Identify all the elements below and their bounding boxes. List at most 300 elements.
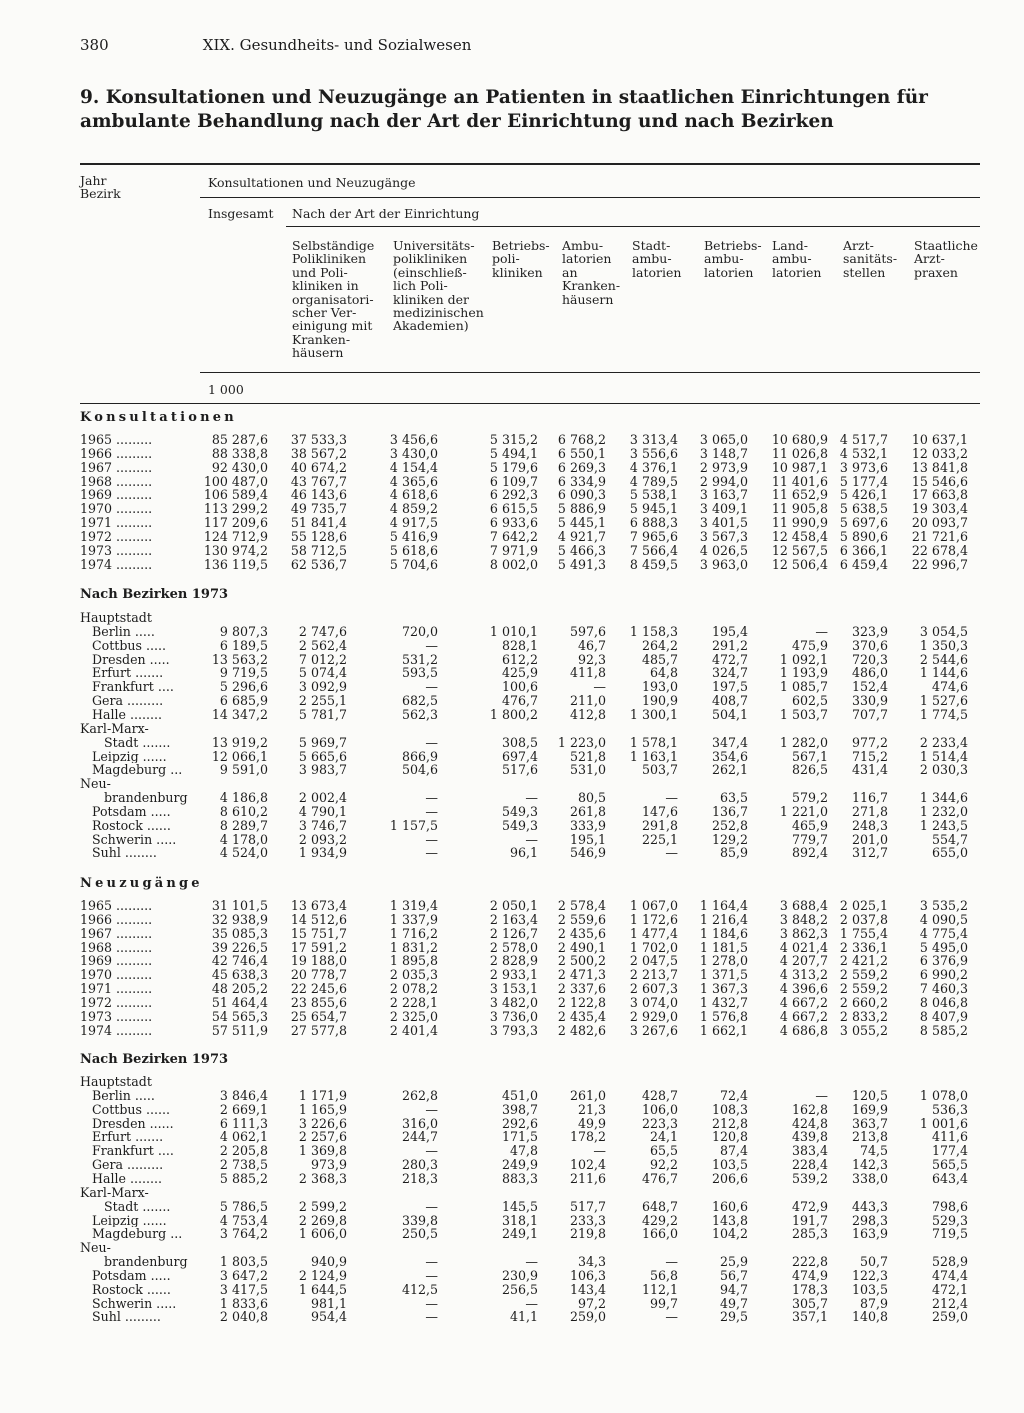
cell-value: 828,1 [501, 637, 538, 653]
cell-value: 531,0 [569, 762, 606, 778]
cell-value: 17 591,2 [290, 939, 347, 955]
cell-value: 9 719,5 [219, 665, 268, 681]
section-title-konsultationen: Konsultationen [80, 410, 237, 425]
cell-value: — [425, 637, 438, 653]
header-bottom-rule [200, 372, 980, 373]
cell-value: 74,5 [859, 1143, 888, 1159]
cell-value: 1 803,5 [219, 1254, 268, 1270]
cell-value: 6 615,5 [489, 501, 538, 517]
table-row [0, 954, 1024, 968]
cell-value: 40 674,2 [290, 459, 347, 475]
cell-value: 476,7 [641, 1170, 678, 1186]
cell-value: 57 511,9 [211, 1022, 268, 1038]
cell-value: 308,5 [501, 734, 538, 750]
cell-value: 323,9 [851, 623, 888, 639]
row-label: Berlin ..... [92, 624, 155, 639]
cell-value: 504,6 [401, 762, 438, 778]
cell-value: 2 747,6 [298, 623, 347, 639]
cell-value: 6 990,2 [919, 967, 968, 983]
cell-value: 5 638,5 [839, 501, 888, 517]
table-row [0, 1172, 1024, 1186]
cell-value: 50,7 [859, 1254, 888, 1270]
cell-value: 475,9 [791, 637, 828, 653]
cell-value: 1 067,0 [629, 898, 678, 913]
cell-value: 1 078,0 [919, 1087, 968, 1103]
cell-value: 177,4 [931, 1143, 968, 1159]
cell-value: 1 371,5 [699, 967, 748, 983]
cell-value: 5 179,6 [489, 459, 538, 475]
cell-value: 347,4 [711, 734, 748, 750]
cell-value: 3 055,2 [839, 1022, 888, 1038]
row-label: Cottbus ...... [92, 1102, 170, 1117]
cell-value: 3 153,1 [489, 981, 538, 997]
cell-value: 46,7 [577, 637, 606, 653]
cell-value: 333,9 [569, 817, 606, 833]
cell-value: 11 905,8 [771, 501, 828, 517]
cell-value: 219,8 [569, 1226, 606, 1242]
cell-value: 8 002,0 [489, 556, 538, 572]
cell-value: 2 599,2 [298, 1198, 347, 1214]
col-header-universitaet: Universitäts- polikliniken (einschließ- lich Poli- kliniken der medizinischen Akademien) [393, 238, 484, 334]
cell-value: 45 638,3 [211, 967, 268, 983]
cell-value: 106,3 [569, 1267, 606, 1283]
cell-value: 8 459,5 [629, 556, 678, 572]
cell-value: 264,2 [641, 637, 678, 653]
cell-value: 531,2 [401, 651, 438, 667]
row-label: Halle ........ [92, 707, 163, 722]
cell-value: 465,9 [791, 817, 828, 833]
table-row [0, 1297, 1024, 1311]
cell-value: 7 642,2 [489, 528, 538, 544]
cell-value: 1 606,0 [298, 1226, 347, 1242]
row-label: 1969 ......... [80, 954, 153, 969]
cell-value: 292,6 [501, 1115, 538, 1131]
table-row [0, 1130, 1024, 1144]
cell-value: 3 736,0 [489, 1008, 538, 1024]
group-rule [200, 197, 980, 198]
cell-value: 27 577,8 [290, 1022, 347, 1038]
cell-value: 5 466,3 [557, 542, 606, 558]
cell-value: 13 563,2 [211, 651, 268, 667]
cell-value: 225,1 [641, 831, 678, 847]
cell-value: 3 401,5 [699, 515, 748, 531]
cell-value: 2 078,2 [389, 981, 438, 997]
cell-value: 147,6 [641, 803, 678, 819]
cell-value: 4 186,8 [219, 790, 268, 806]
cell-value: 1 644,5 [298, 1281, 347, 1297]
cell-value: 5 416,9 [389, 528, 438, 544]
cell-value: 7 566,4 [629, 542, 678, 558]
row-label: Karl-Marx- [80, 721, 149, 736]
cell-value: 5 074,4 [298, 665, 347, 681]
cell-value: 10 680,9 [771, 432, 828, 447]
cell-value: 3 963,0 [699, 556, 748, 572]
cell-value: 1 184,6 [699, 925, 748, 941]
col-header-arztpraxen: Staatliche Arzt- praxen [914, 238, 978, 280]
cell-value: 5 886,9 [557, 501, 606, 517]
cell-value: 47,8 [509, 1143, 538, 1159]
cell-value: 451,0 [501, 1087, 538, 1103]
cell-value: 92,3 [577, 651, 606, 667]
row-label: Erfurt ....... [92, 666, 164, 681]
cell-value: 6 189,5 [219, 637, 268, 653]
cell-value: 312,7 [851, 845, 888, 861]
cell-value: — [815, 1087, 828, 1103]
table-row [0, 846, 1024, 860]
cell-value: 3 862,3 [779, 925, 828, 941]
cell-value: 85,9 [719, 845, 748, 861]
cell-value: 398,7 [501, 1101, 538, 1117]
cell-value: 291,2 [711, 637, 748, 653]
cell-value: 3 983,7 [298, 762, 347, 778]
cell-value: 130 974,2 [203, 542, 268, 558]
cell-value: 72,4 [719, 1087, 748, 1103]
cell-value: 122,3 [851, 1267, 888, 1283]
cell-value: 565,5 [931, 1157, 968, 1173]
row-label: 1972 ......... [80, 995, 153, 1010]
cell-value: 15 546,6 [911, 473, 968, 489]
cell-value: 474,6 [931, 679, 968, 695]
cell-value: 3 688,4 [779, 898, 828, 913]
cell-value: 56,7 [719, 1267, 748, 1283]
cell-value: 4 667,2 [779, 994, 828, 1010]
cell-value: 1 833,6 [219, 1295, 268, 1311]
cell-value: 2 421,2 [839, 953, 888, 969]
top-rule [80, 163, 980, 165]
row-label: Magdeburg ... [92, 763, 183, 778]
cell-value: 55 128,6 [290, 528, 347, 544]
cell-value: 2 228,1 [389, 994, 438, 1010]
cell-value: 612,2 [501, 651, 538, 667]
cell-value: 116,7 [851, 790, 888, 806]
cell-value: 3 163,7 [699, 487, 748, 503]
page-number: 380 [80, 36, 109, 54]
cell-value: 2 401,4 [389, 1022, 438, 1038]
cell-value: 6 334,9 [557, 473, 606, 489]
row-label: Cottbus ..... [92, 638, 166, 653]
cell-value: — [665, 790, 678, 806]
cell-value: 1 702,0 [629, 939, 678, 955]
table-row [0, 1310, 1024, 1324]
cell-value: 46 143,6 [290, 487, 347, 503]
cell-value: 1 716,2 [389, 925, 438, 941]
cell-value: 486,0 [851, 665, 888, 681]
row-label: 1973 ......... [80, 1009, 153, 1024]
cell-value: 6 550,1 [557, 445, 606, 461]
section-title-neuzugaenge: Neuzugänge [80, 876, 203, 891]
table-row [0, 611, 1024, 625]
table-row [0, 639, 1024, 653]
cell-value: — [425, 734, 438, 750]
cell-value: 12 033,2 [911, 445, 968, 461]
cell-value: 424,8 [791, 1115, 828, 1131]
cell-value: 35 085,3 [211, 925, 268, 941]
cell-value: 285,3 [791, 1226, 828, 1242]
cell-value: 3 848,2 [779, 911, 828, 927]
table-title: 9. Konsultationen und Neuzugänge an Patienten in staatlichen Einrichtungen für ambulante Behandlung nach der Art der Einrichtung und nach Bezirken [80, 87, 928, 132]
cell-value: 1 514,4 [919, 748, 968, 764]
cell-value: 528,9 [931, 1254, 968, 1270]
cell-value: 1 800,2 [489, 706, 538, 722]
row-label: Hauptstadt [80, 1075, 152, 1089]
cell-value: 554,7 [931, 831, 968, 847]
cell-value: 163,9 [851, 1226, 888, 1242]
cell-value: 248,3 [851, 817, 888, 833]
cell-value: 826,5 [791, 762, 828, 778]
cell-value: 62 536,7 [290, 556, 347, 572]
cell-value: 24,1 [649, 1129, 678, 1145]
row-label: Dresden ...... [92, 1116, 174, 1131]
cell-value: 3 567,3 [699, 528, 748, 544]
cell-value: 2 559,2 [839, 981, 888, 997]
cell-value: 5 890,6 [839, 528, 888, 544]
cell-value: 579,2 [791, 790, 828, 806]
table-row [0, 968, 1024, 982]
cell-value: 472,1 [931, 1281, 968, 1297]
cell-value: 29,5 [719, 1309, 748, 1325]
cell-value: 142,3 [851, 1157, 888, 1173]
cell-value: 408,7 [711, 693, 748, 709]
cell-value: 250,5 [401, 1226, 438, 1242]
cell-value: 51 841,4 [290, 515, 347, 531]
row-label: 1966 ......... [80, 446, 153, 461]
row-label: Dresden ..... [92, 652, 170, 667]
row-label: Schwerin ..... [92, 832, 177, 847]
row-label: 1968 ......... [80, 474, 153, 489]
row-label: 1971 ......... [80, 982, 153, 996]
cell-value: 443,3 [851, 1198, 888, 1214]
table-row [0, 488, 1024, 502]
cell-value: 11 990,9 [771, 515, 828, 531]
cell-value: 39 226,5 [211, 939, 268, 955]
cell-value: 12 567,5 [771, 542, 828, 558]
cell-value: 4 376,1 [629, 459, 678, 475]
cell-value: 1 171,9 [298, 1087, 347, 1103]
row-label: 1974 ......... [80, 1023, 153, 1038]
cell-value: 3 746,7 [298, 817, 347, 833]
cell-value: 2 607,3 [629, 981, 678, 997]
cell-value: 2 435,6 [557, 925, 606, 941]
cell-value: 4 753,4 [219, 1212, 268, 1228]
cell-value: 2 040,8 [219, 1309, 268, 1325]
cell-value: 169,9 [851, 1101, 888, 1117]
cell-value: 3 226,6 [298, 1115, 347, 1131]
table-row [0, 666, 1024, 680]
cell-value: 2 122,8 [557, 994, 606, 1010]
cell-value: — [525, 831, 538, 847]
table-row [0, 544, 1024, 558]
cell-value: 2 578,4 [557, 898, 606, 913]
row-label: Magdeburg ... [92, 1227, 183, 1242]
cell-value: 682,5 [401, 693, 438, 709]
cell-value: 536,3 [931, 1101, 968, 1117]
cell-value: 954,4 [310, 1309, 347, 1325]
cell-value: 1 503,7 [779, 706, 828, 722]
cell-value: 2 205,8 [219, 1143, 268, 1159]
cell-value: 549,3 [501, 803, 538, 819]
table-row [0, 1158, 1024, 1172]
cell-value: — [425, 1143, 438, 1159]
cell-value: 103,5 [711, 1157, 748, 1173]
cell-value: — [665, 1309, 678, 1325]
cell-value: 222,8 [791, 1254, 828, 1270]
cell-value: 1 278,0 [699, 953, 748, 969]
cell-value: 41,1 [509, 1309, 538, 1325]
cell-value: 1 300,1 [629, 706, 678, 722]
cell-value: 2 482,6 [557, 1022, 606, 1038]
cell-value: 262,1 [711, 762, 748, 778]
cell-value: 136,7 [711, 803, 748, 819]
cell-value: 3 647,2 [219, 1267, 268, 1283]
cell-value: 5 697,6 [839, 515, 888, 531]
cell-value: 5 538,1 [629, 487, 678, 503]
cell-value: 6 685,9 [219, 693, 268, 709]
section-title-bezirke-neuzugaenge: Nach Bezirken 1973 [80, 1052, 229, 1067]
cell-value: 1 163,1 [629, 748, 678, 764]
cell-value: 261,0 [569, 1087, 606, 1103]
cell-value: 100,6 [501, 679, 538, 695]
cell-value: 6 366,1 [839, 542, 888, 558]
table-row [0, 1227, 1024, 1241]
cell-value: 2 002,4 [298, 790, 347, 806]
cell-value: 102,4 [569, 1157, 606, 1173]
row-label: 1968 ......... [80, 940, 153, 955]
cell-value: 87,9 [859, 1295, 888, 1311]
cell-value: 5 445,1 [557, 515, 606, 531]
cell-value: 4 313,2 [779, 967, 828, 983]
row-label: Stadt ....... [104, 1199, 171, 1214]
row-label: Potsdam ..... [92, 1268, 171, 1283]
cell-value: 1 193,9 [779, 665, 828, 681]
cell-value: 707,7 [851, 706, 888, 722]
table-row [0, 1283, 1024, 1297]
cell-value: — [665, 1254, 678, 1270]
cell-value: 3 482,0 [489, 994, 538, 1010]
cell-value: — [425, 790, 438, 806]
cell-value: 503,7 [641, 762, 678, 778]
cell-value: 370,6 [851, 637, 888, 653]
cell-value: 206,6 [711, 1170, 748, 1186]
cell-value: 546,9 [569, 845, 606, 861]
cell-value: 2 025,1 [839, 898, 888, 913]
cell-value: 6 090,3 [557, 487, 606, 503]
cell-value: 106 589,4 [203, 487, 268, 503]
cell-value: 3 973,6 [839, 459, 888, 475]
cell-value: 5 618,6 [389, 542, 438, 558]
cell-value: 4 517,7 [839, 432, 888, 447]
cell-value: — [425, 1101, 438, 1117]
cell-value: 23 855,6 [290, 994, 347, 1010]
col-header-selbstaendige: Selbständige Polikliniken und Poli- kliniken in organisatori- scher Ver- einigung mit Kranken- häusern [292, 238, 375, 361]
cell-value: 195,4 [711, 623, 748, 639]
cell-value: 593,5 [401, 665, 438, 681]
col-header-stadtambulatorien: Stadt- ambu- latorien [632, 238, 682, 280]
table-row [0, 708, 1024, 722]
cell-value: 715,2 [851, 748, 888, 764]
cell-value: 1 243,5 [919, 817, 968, 833]
row-label: brandenburg [104, 1255, 188, 1269]
cell-value: 145,5 [501, 1198, 538, 1214]
col-header-betriebspoli: Betriebs- poli- kliniken [492, 238, 550, 280]
table-row [0, 736, 1024, 750]
cell-value: 439,8 [791, 1129, 828, 1145]
cell-value: 428,7 [641, 1087, 678, 1103]
cell-value: 143,4 [569, 1281, 606, 1297]
cell-value: 4 917,5 [389, 515, 438, 531]
cell-value: 49,7 [719, 1295, 748, 1311]
cell-value: — [525, 790, 538, 806]
cell-value: 87,4 [719, 1143, 748, 1159]
cell-value: 2 255,1 [298, 693, 347, 709]
cell-value: 3 267,6 [629, 1022, 678, 1038]
cell-value: 973,9 [310, 1157, 347, 1173]
table-row [0, 530, 1024, 544]
cell-value: 7 012,2 [298, 651, 347, 667]
cell-value: 4 775,4 [919, 925, 968, 941]
row-label: Frankfurt .... [92, 1144, 174, 1159]
cell-value: 99,7 [649, 1295, 678, 1311]
cell-value: 2 336,1 [839, 939, 888, 955]
row-label: 1974 ......... [80, 557, 153, 572]
cell-value: — [525, 1254, 538, 1270]
cell-value: 318,1 [501, 1212, 538, 1228]
cell-value: 4 178,0 [219, 831, 268, 847]
row-label: Rostock ...... [92, 1282, 171, 1297]
cell-value: 1 092,1 [779, 651, 828, 667]
cell-value: 213,8 [851, 1129, 888, 1145]
cell-value: 655,0 [931, 845, 968, 861]
cell-value: 228,4 [791, 1157, 828, 1173]
cell-value: 3 092,9 [298, 679, 347, 695]
cell-value: 7 971,9 [489, 542, 538, 558]
cell-value: 12 066,1 [211, 748, 268, 764]
cell-value: 6 269,3 [557, 459, 606, 475]
cell-value: — [425, 803, 438, 819]
cell-value: 2 973,9 [699, 459, 748, 475]
table-row [0, 927, 1024, 941]
cell-value: 648,7 [641, 1198, 678, 1214]
cell-value: 3 556,6 [629, 445, 678, 461]
cell-value: 3 054,5 [919, 623, 968, 639]
cell-value: 779,7 [791, 831, 828, 847]
row-label: Frankfurt .... [92, 680, 174, 695]
cell-value: 92 430,0 [211, 459, 268, 475]
cell-value: 13 673,4 [290, 898, 347, 913]
cell-value: 211,0 [569, 693, 606, 709]
cell-value: 80,5 [577, 790, 606, 806]
cell-value: 5 665,6 [298, 748, 347, 764]
cell-value: 6 109,7 [489, 473, 538, 489]
cell-value: 2 093,2 [298, 831, 347, 847]
cell-value: 3 456,6 [389, 432, 438, 447]
cell-value: 13 841,8 [911, 459, 968, 475]
table-row [0, 1200, 1024, 1214]
cell-value: 261,8 [569, 803, 606, 819]
cell-value: 10 987,1 [771, 459, 828, 475]
col-header-landambulatorien: Land- ambu- latorien [772, 238, 822, 280]
cell-value: 9 591,0 [219, 762, 268, 778]
cell-value: 152,4 [851, 679, 888, 695]
table-row [0, 502, 1024, 516]
col-header-arztsanitaet: Arzt- sanitäts- stellen [843, 238, 898, 280]
cell-value: 2 559,6 [557, 911, 606, 927]
cell-value: 136 119,5 [203, 556, 268, 572]
cell-value: 2 933,1 [489, 967, 538, 983]
cell-value: 9 807,3 [219, 623, 268, 639]
cell-value: 143,8 [711, 1212, 748, 1228]
cell-value: 1 085,7 [779, 679, 828, 695]
cell-value: — [425, 679, 438, 695]
